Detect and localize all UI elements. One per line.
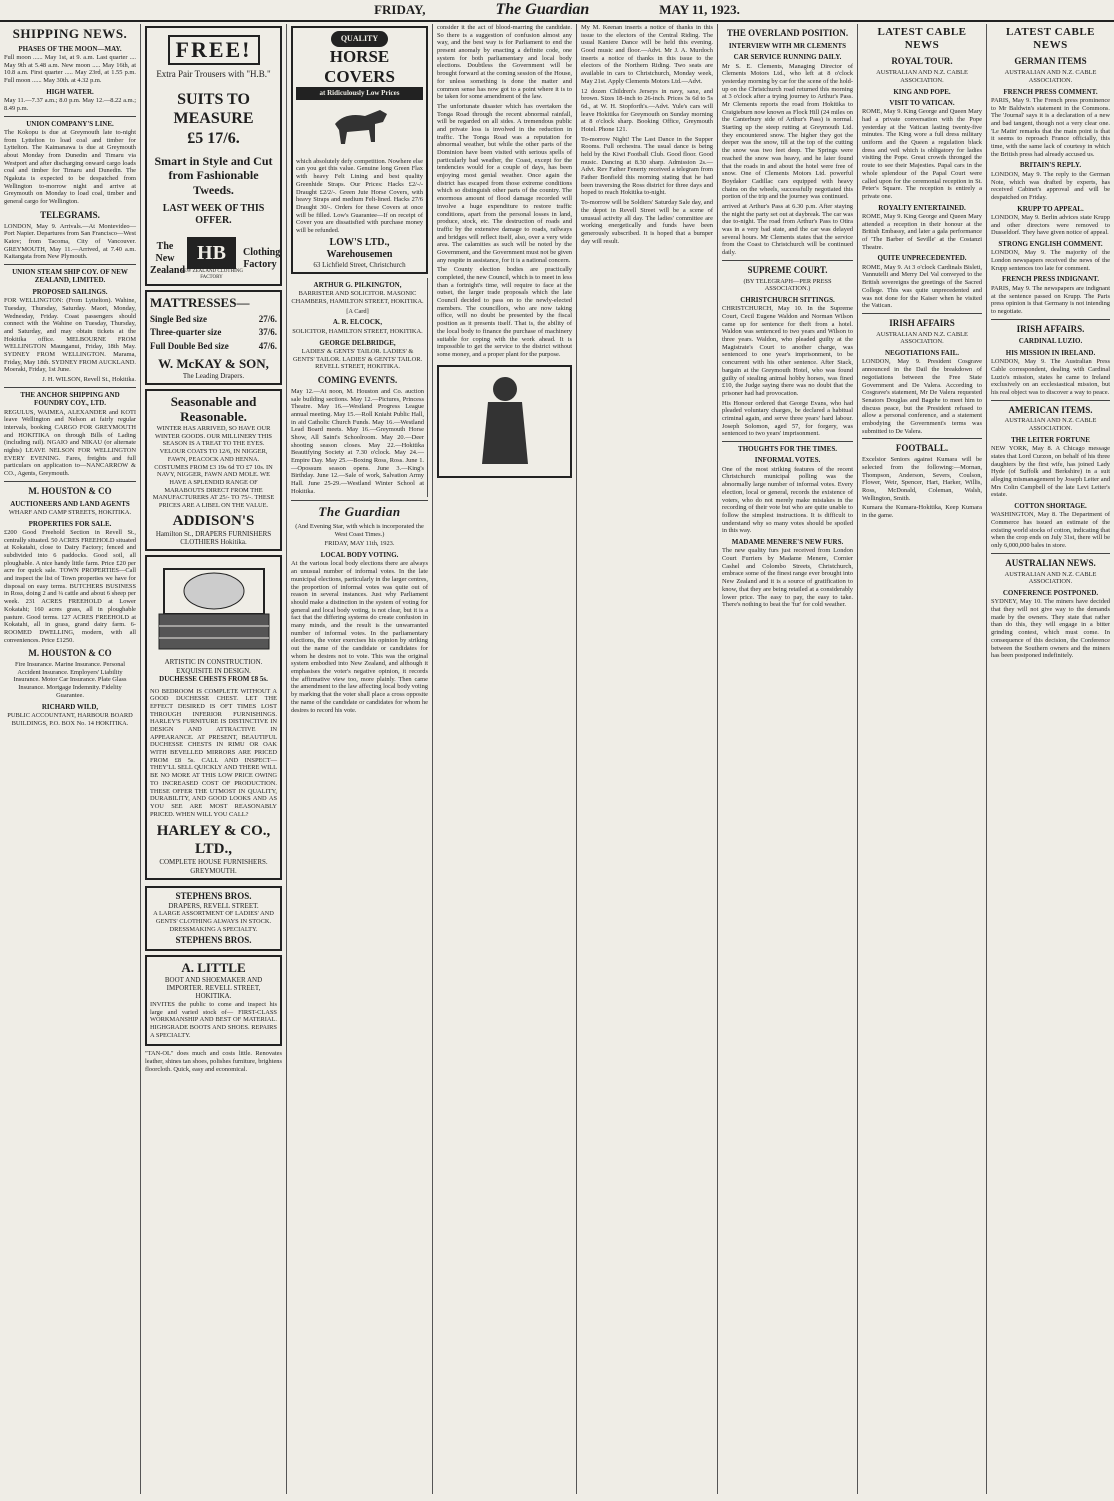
french-text: PARIS, May 9. The newspapers are indignant at the sentence passed on Krupp. The Paris press opinion is that Germany is not intending to negotiate. <box>991 284 1110 315</box>
wilson-signature: J. H. WILSON, Revell St., Hokitika. <box>42 376 136 384</box>
local-voting-heading: LOCAL BODY VOTING. <box>320 551 399 560</box>
harley-tagline: COMPLETE HOUSE FURNISHERS. GREYMOUTH. <box>159 858 268 875</box>
addison-ad <box>145 389 282 552</box>
royalty-text: ROME, May 9. King George and Queen Mary attended a reception in their honour at the British Embassy, and later a gala performance of 'The Barber of Seville' at the Costanzi Theatre. <box>862 212 982 251</box>
irish-affairs-heading: IRISH AFFAIRS <box>889 317 955 328</box>
stephens-name-footer: STEPHENS BROS. <box>175 935 252 946</box>
stephens-name: STEPHENS BROS. <box>175 891 252 902</box>
overland-continued: arrived at Arthur's Pass at 6.30 p.m. After staying the night the party set out at daybreak. The car was due to-night. The road from Arthur's Pass to Otira was in a very bad state, and the car was delayed several hours. Mr Clements states that the service from the Coast to Christchurch will be continued daily. <box>722 202 853 257</box>
horse-covers-subheading: at Ridiculously Low Prices <box>296 87 423 99</box>
anchor-heading: THE ANCHOR SHIPPING AND FOUNDRY COY., LTD. <box>20 390 120 408</box>
union-text: The Kokopu is due at Greymouth late to-night from Lyttelton to load coal and timber for Lyttelton. The Kaimanawa is due at Greymouth about Monday from Dunedin and Timaru via Westport and after discharging onward cargo loads coal and timber for Timaru and Dunedin. The Ngakuta is expected to be despatched from Wellington to-morrow night and arrive at Greymouth on Monday to load coal, timber and general cargo for Wellington. <box>4 128 136 206</box>
quality-label: QUALITY <box>331 31 388 47</box>
water-text: May 11.—7.37 a.m.; 8.0 p.m. May 12.—8.22 a.m.; 8.49 p.m. <box>4 97 136 112</box>
irish-affairs-heading-2: IRISH AFFAIRS. <box>1016 323 1085 334</box>
guardian-date: FRIDAY, MAY 11th, 1923. <box>324 540 395 548</box>
addison-tagline: Hamilton St., DRAPERS FURNISHERS CLOTHIERS Hokitika. <box>155 529 272 547</box>
masthead-paper-name: The Guardian <box>495 1 590 18</box>
shipping-heading: SHIPPING NEWS. <box>12 26 128 41</box>
houston-text: £200 Good Freehold Section in Revell St., centrally situated. 50 ACRES FREEHOLD situated at Kokatahi, close to Dairy Factory; fenced and subdivided into 6 paddocks. Good soil, all ploughable. A nice handy little farm. Price £20 per acre for quick sale. TOWN PROPERTIES—Call and inspect the list of Town properties we have for disposal on easy terms. BUTCHERS BUSINESS in Ross, doing 2 and ¼ cattle and about 6 sheep per week. 231 ACRES FREEHOLD at Lower Kokatahi; 160 acres grass, all in ploughable pasture. Good terms. 127 ACRES FREEHOLD at Kokatahi, all in grass, grand dairy farm. 6-ROOMED DWELLING, modern, with all conveniences. Price £1250. <box>4 528 136 644</box>
little-name: A. LITTLE <box>181 960 246 976</box>
mattress-row-label: Three-quarter size <box>150 327 222 338</box>
divider <box>991 319 1110 320</box>
mattress-heading: MATTRESSES— <box>150 294 250 310</box>
card-label: [A Card] <box>346 307 369 315</box>
addison-name: ADDISON'S <box>172 512 255 529</box>
divider <box>722 441 853 442</box>
cotton-text: WASHINGTON, May 8. The Department of Commerce has issued an estimate of the existing world stocks of cotton, indicating that when the crop ends on July 31st, there will be only 6,000,000 bales in store. <box>991 511 1110 550</box>
french-head: FRENCH PRESS INDIGNANT. <box>1002 275 1099 284</box>
menere-text: The new quality furs just received from London Court Furriers by Madame Menere, Cornier Cashel and Colombo Streets, Christchurch, embrace some of the finest range ever brought into New Zealand and it is a source of gratification to know, that they are being retailed at a considerably lower price. The easy to pay, the easy to take. There's nothing to beat the 'fur' for cold weather. <box>722 547 853 609</box>
overland-subheading: INTERVIEW WITH MR CLEMENTS <box>728 41 847 50</box>
sailings-text: FOR WELLINGTON: (From Lyttelton). Wahine, Tuesday, Thursday, Saturday. Maori, Monday, Wednesday, Friday. Coast passengers should connect with the Wahine on Tuesday, Thursday, and Saturday, and may obtain tickets at the Hokitika office. MELBOURNE FROM WELLINGTON Maunganui, Friday, 18th May. SYDNEY FROM WELLINGTON. Marama, Friday, May 18th. SYDNEY FROM AUCKLAND. Moeraki, Friday, 1st June. <box>4 297 136 374</box>
wild-text: PUBLIC ACCOUNTANT, HARBOUR BOARD BUILDINGS, P.O. BOX No. 14 HOKITIKA. <box>7 711 133 727</box>
mckay-tagline: The Leading Drapers. <box>182 371 245 380</box>
royal-head2: VISIT TO VATICAN. <box>889 98 955 107</box>
usscoy-heading: UNION STEAM SHIP COY. OF NEW ZEALAND, LIMITED. <box>12 268 128 285</box>
bedroom-text: NO BEDROOM IS COMPLETE WITHOUT A GOOD DUCHESSE CHEST. LET THE EFFECT DESIRED IS OFT TIMES LOST THROUGH INFERIOR FURNISHINGS. HARLEY'S FURNITURE IS DISTINCTIVE IN DESIGN AND ATTRACTIVE IN APPEARANCE. AT PRESENT, BEAUTIFUL DUCHESSE CHESTS IN RIMU OR OAK WITH BEVELLED MIRRORS ARE PRICED FROM £8 5s. CALL AND INSPECT—THEY'LL SELL QUICKLY AND THERE WILL BE NO MORE AT THIS LOW PRICE OWING TO INCREASED COST OF PRODUCTION. THESE OFFER THE UTMOST IN QUALITY, DURABILITY, AND GOOD LOOKS AND AS YOU SEE ARE MOST REASONABLY PRICED. WHEN WILL YOU CALL? <box>150 687 277 818</box>
german-text: PARIS, May 9. The French press prominence to Mr Baldwin's statement in the Commons. The 'Journal' says it is a declaration of a new and bad tangent, though not a very clear one. 'Le Matin' remarks that the main point is that it seems to reproach France officially, this time, with the same lack of courtesy in which the British press had already accused us. <box>991 96 1110 158</box>
duchesse-line2: EXQUISITE IN DESIGN. <box>176 666 251 675</box>
divider <box>722 260 853 261</box>
editorial-text3: The County election bodies are practically completed, the new Council, which is to meet in less than a fortnight's time, will require to face at the outset, the larger trade proposals which the late Council decided to pass on to the newly-elected members. The councillors, who are now taking office, will no doubt be presented by the fiscal position as it presents itself. That is, the ability of the local body to finance the purchase of machinery suitable for coping with the work ahead. It is impossible to get the service to the district without some money, and a proper plant for the purpose. <box>437 266 572 358</box>
pilkington-text: BARRISTER AND SOLICITOR. MASONIC CHAMBERS, HAMILTON STREET, HOKITIKA. <box>291 290 424 306</box>
mattress-row <box>150 314 277 325</box>
suits-line2: MEASURE <box>173 110 254 128</box>
coming-events-heading: COMING EVENTS. <box>317 375 398 386</box>
mattress-row-price: 27/6. <box>258 313 277 324</box>
mattress-row-price: 47/6. <box>258 341 277 352</box>
local-news-text3: To-morrow Night! The Last Dance in the Supper Rooms. Full orchestra. The usual dance is being held by the Kiwi Football Club. Good floor. Good music. Dancing at 8.30 sharp. Admission 2s.—Advt. Rev Father Fenerty received a telegram from Father Bonfield this morning stating that he had been traversing the Ross district for three days and hoped to reach Hokitika to-night. <box>581 135 713 197</box>
australian-subheading: AUSTRALIAN AND N.Z. CABLE ASSOCIATION. <box>1004 570 1097 586</box>
australian-heading: AUSTRALIAN NEWS. <box>1005 557 1096 568</box>
horse-illustration <box>325 104 395 154</box>
britain-head: BRITAIN'S REPLY. <box>1019 161 1082 170</box>
anchor-text: REGULUS, WAIMEA, ALEXANDER and KOTI leave Wellington and Nelson at fairly regular intervals, booking CARGO FOR GREYMOUTH and HOKITIKA on through Bills of Lading (including rail). NGAIO and NIKAU (or alternate nights) LEAVE NELSON FOR WELLINGTON EVERY EVENING. Fares, freights and full particulars on application to—NANCARROW & CO., Agents, Greymouth. <box>4 408 136 478</box>
elcock-name: A. R. ELCOCK, <box>332 318 383 327</box>
mckay-name: W. McKAY & SON, <box>158 355 269 371</box>
editorial-text2: The unfortunate disaster which has overtaken the Tonga Road through the recent abnormal rainfall, will be regarded on all sides. A tremendous public and private loss is involved in the reduction in traffic. The Tonga Road was a reputation for abnormal weather, but while the other parts of the Dominion have been visited with serious spells of particularly bad weather, the Coast, except for the tendencies would for a couple of days, has been enjoying most genial weather. Once again the district has escaped from those extreme conditions which so distinguish other parts of the country. The enormous amount of flood damage recorded will involve a huge expenditure to restore traffic conditions, apart from the personal losses in land, produce, stock, etc. The destruction of roads and traffic by the extensive damage to roads, railways and bridges will reflect itself, also, over a very wide area. The calamities as such will be noted by the Government, and the Government must not be given any respite in assistance, for it is a national concern. <box>437 102 572 264</box>
free-heading: FREE! <box>168 35 260 65</box>
delbridge-text: LADIES' & GENTS' TAILOR. LADIES' & GENTS' TAILOR. LADIES' & GENTS' TAILOR. REVELL STREET, HOKITIKA. <box>292 347 423 371</box>
duchesse-chest-illustration <box>154 564 274 654</box>
roys-coat-illustration <box>470 374 540 469</box>
mattress-row <box>150 327 277 338</box>
seasonable-heading: Seasonable and Reasonable. <box>170 393 257 425</box>
royal-tour-subheading: AUSTRALIAN AND N.Z. CABLE ASSOCIATION. <box>876 69 968 84</box>
stephens-subheading: DRAPERS, REVELL STREET. <box>168 901 259 910</box>
hb-clothing-ad <box>145 26 282 286</box>
divider <box>862 438 982 439</box>
column-royal-tour <box>858 24 987 1494</box>
suits-text: Smart in Style and Cut from Fashionable Tweeds. <box>154 153 273 197</box>
hb-badge: NEW ZEALAND CLOTHING FACTORY <box>180 268 243 280</box>
christchurch-text2: His Honour ordered that George Evans, who had pleaded voluntary charges, be declared a habitual criminal again, and serve three years' hard labour. Joseph Solomon, aged 57, for forgery, was sentenced to two years' imprisonment. <box>722 399 853 438</box>
duchesse-line3: DUCHESSE CHESTS FROM £8 5s. <box>159 675 268 684</box>
latest-cable-heading: LATEST CABLE NEWS <box>877 26 967 52</box>
hb-right-text: Clothing Factory <box>243 246 281 270</box>
krupp-text: LONDON, May 9. Berlin advices state Krupp and other directors were removed to Dusseldorf. They have given notice of appeal. <box>991 213 1110 237</box>
houston-address: WHARF AND CAMP STREETS, HOKITIKA. <box>8 508 132 516</box>
moon-text: Full moon ...... May 1st, at 9. a.m. Last quarter .... May 9th at 5.48 a.m. New moon ..... May 16th, at 10.8 a.m. First quarter ..... May 23rd, at 1.55 p.m. Full moon ...... May 30th. at 4.32 p.m. <box>4 53 136 85</box>
houston-subheading: AUCTIONEERS AND LAND AGENTS <box>10 499 130 508</box>
pilkington-name: ARTHUR G. PILKINGTON, <box>313 281 402 290</box>
divider <box>4 116 136 117</box>
irish-text-2: LONDON, May 9. The Australian Press Cable correspondent, dealing with Cardinal Luzio's mission, states he came to Ireland exclusively on an ecclesiastical mission, but his real object was to discover a way to peace. <box>991 358 1110 396</box>
menere-heading: MADAME MENERE'S NEW FURS. <box>731 537 844 546</box>
christchurch-heading: CHRISTCHURCH SITTINGS. <box>740 295 835 304</box>
german-head: FRENCH PRESS COMMENT. <box>1003 87 1098 96</box>
krupp-head: KRUPP TO APPEAL. <box>1017 204 1084 213</box>
union-heading: UNION COMPANY'S LINE. <box>26 119 114 128</box>
insurance-text: Fire Insurance. Marine Insurance. Personal Accident Insurance. Employers' Liability Insurance. Motor Car Insurance. Plate Glass Insurance. Mortgage Indemnity. Fidelity Guarantee. <box>13 661 127 699</box>
column-editorial <box>433 24 577 1494</box>
harley-ad <box>145 555 282 880</box>
free-subheading: Extra Pair Trousers with "H.B." <box>156 69 271 80</box>
masthead <box>0 0 1114 22</box>
divider <box>4 264 136 265</box>
local-news-text: My M. Keenan inserts a notice of thanks in this issue to the electors of the Central Riding. The usual Kaniere Dance will be held this evening. Good music and floor.—Advt. Mr J. A. Murdoch inserts a notice of thanks in this issue to the electors of the Northern Riding. Two seats are available in cars to Christchurch, Monday week, May 21st. Apply Clements Motors Ltd.—Advt. <box>581 24 713 85</box>
column-foreign-news <box>987 24 1114 1494</box>
mattress-row-label: Single Bed size <box>150 313 208 324</box>
supreme-court-heading: SUPREME COURT. <box>747 264 828 275</box>
stephens-text: A LARGE ASSORTMENT OF LADIES' AND GENTS' CLOTHING ALWAYS IN STOCK. DRESSMAKING A SPECIALTY. <box>153 910 274 933</box>
strong-head: STRONG ENGLISH COMMENT. <box>998 240 1103 249</box>
thoughts-heading: THOUGHTS FOR THE TIMES. <box>738 445 837 454</box>
guardian-subheading: (And Evening Star, with which is incorporated the West Coast Times.) <box>295 523 424 538</box>
coming-events-text: May 12.—At noon, M. Houston and Co. auction sale building sections. May 12.—Pictures, Princess Theatre. May 16.—Westland Progress League annual meeting. May 15.—Roll Kniaht Public Hall, in aid Catholic Church Funds. May 16.—Westland Lead Board meets. May 16.—Greymouth Horse Show, All Saint's Schoolroom. May 20.—Deer shooting season closes. May 22.—Hokitika Beautifying Society at 7.30 o'clock. May 24.—Empire Day. May 25.—Boxing Ross, Ross. June 1.—Opossum season opens. June 3.—King's Birthday. June 12.—Sale of work, Salvation Army Hall. June 25-29.—Westland Winter School at Hokitika. <box>291 387 424 495</box>
duchesse-line1: ARTISTIC IN CONSTRUCTION. <box>164 658 263 667</box>
seasonable-text: WINTER HAS ARRIVED, SO HAVE OUR WINTER GOODS. OUR MILLINERY THIS SEASON IS A TREAT TO THE EYES. VELOUR COATS TO 12/6, IN NIGGER, FAWN, PEACOCK AND HENNA. COSTUMES FROM £3 19s 6d TO £7 10s. IN NAVY, NIGGER, FAWN AND MOLE. WE HAVE A SPLENDID RANGE OF MARABOUTS DIRECT FROM THE MANUFACTURERS AT 25/- TO 75/-. THESE PRICES ARE A LIBEL ON THE VALUE. <box>152 425 275 509</box>
column-overland-supreme <box>718 24 858 1494</box>
quite-heading: QUITE UNPRECEDENTED. <box>877 254 967 263</box>
football-text: Excelsior Seniors against Kumara will be selected from the following:—Mornan, Thompson, Anderson, Severs, Coulson, Flower, Weir, Spencer, Hart, Harker, Willis, Ross, McDonald, Coleman, Walsh, Wellington, Smith. <box>862 456 982 502</box>
mattress-row <box>150 341 277 352</box>
royal-head: KING AND POPE. <box>893 87 951 96</box>
divider <box>4 481 136 482</box>
football-heading: FOOTBALL. <box>895 443 949 454</box>
quite-text: ROME, May 9. At 3 o'clock Cardinals Bisleti, Vannutelli and Merry Del Val conveyed to the British sovereigns the greetings of the Sacred College. This was quite unprecedented and was not done for the Kaiser when he visited the Vatican. <box>862 263 982 310</box>
editorial-text: consider it the act of blood-marring the candidate. So there is a suggestion of confusion almost any way, and the best way is for Parliament to end the present anomaly by enacting a definite code, one system for both parliamentary and local body elections. Doubtless the Government will be brought forward at the coming session of the House, for unless something is done the matter and common sense has now got to a point where it is to be taken for some amendment of the law. <box>437 24 572 101</box>
horse-covers-text: which absolutely defy competition. Nowhere else can you get this value. Genuine long Green Flax with heavy Felt Lining and best quality Greenhide Straps. Our Prices: Hacks £2/-/- Draught £2/2/-. Green Jute Horse Covers, with heavy Straps and medium Felt-lined. Hacks 27/6 Draught 30/-. Orders for these Covers at once will be filled. Low's Guarantee—If on receipt of Cover you are dissatisfied with purchase money will be refunded. <box>296 157 423 234</box>
supreme-court-subheading: (BY TELEGRAPH—PER PRESS ASSOCIATION.) <box>743 277 832 293</box>
irish-head: NEGOTIATIONS FAIL. <box>884 349 960 358</box>
little-ad <box>145 955 282 1046</box>
mattress-row-label: Full Double Bed size <box>150 341 229 352</box>
houston2-heading: M. HOUSTON & CO <box>28 648 112 659</box>
column-advertisements <box>141 24 287 1494</box>
local-voting-text: At the various local body elections there are always an unusual number of informal votes. In the late municipal elections, particularly in the larger centres, the proportion of informal votes was quite out of reason in several instances. Just why Parliament should make a distinction in the system of voting for general and local body voting, is not clear, but it is a fact that the differing systems do create confusion in many minds, and the result is the unwarranted number of informal votes. In the parliamentary elections, the voter exercises his opinion by striking out the name of the candidate or candidates for whom he desires not to vote. This was the original system embodied into New Zealand, and although it emphasises the voter's negative opinion, it records the affirmative view too, more plainly. Then came the amendment to the law affecting local body voting by marking that the voter shall place a cross opposite the name of the candidate or candidates for whom he desires to record his vote. <box>291 560 428 714</box>
local-news-text4: To-morrow will be Soldiers' Saturday Sale day, and the depot in Revell Street will be a scene of unusual activity all day. The ladies' committee are working energetically and funds have been generously subscribed. It is hoped that a bumper day will result. <box>581 199 713 245</box>
irish-text: LONDON, May 9. President Cosgrave announced in the Dail the breakdown of negotiations between the Free State Government and De Valera. According to Cosgrave's statement, Mr De Valera requested Senators Douglas and Bagehe to meet him to discuss peace, but the President refused to allow a personal conference, and a statement embodying the Government's terms was submitted to De Valera. <box>862 358 982 435</box>
divider <box>4 387 136 388</box>
lows-name: LOW'S LTD., Warehousemen <box>326 236 393 260</box>
water-heading: HIGH WATER. <box>46 87 94 96</box>
last-week-text: LAST WEEK OF THIS OFFER. <box>162 202 265 226</box>
german-subheading: AUSTRALIAN AND N.Z. CABLE ASSOCIATION. <box>1004 69 1097 84</box>
tanol-text: "TAN-OL" does much and costs little. Renovates leather, shines tan shoes, polishes furniture, brightens floorcloth. Quick, easy and economical. <box>145 1050 282 1073</box>
royal-tour-heading: ROYAL TOUR. <box>891 56 953 67</box>
royal-text: ROME, May 9. King George and Queen Mary had a private conversation with the Pope yesterday at the Vatican lasting twenty-five minutes. The King wore a full dress military uniform and the Queen a regulation black dress and veil which is obligatory for ladies visiting the Pope. Great crowds thronged the route to see their Majesties. Papal cars in the whole splendour of the Papal Court were called upon for the ceremonial reception in St. Peter's Square. The reception is entirely a private one. <box>862 108 982 200</box>
telegrams-heading: TELEGRAMS. <box>40 209 100 220</box>
horse-covers-ad <box>291 26 428 274</box>
little-text: INVITES the public to come and inspect his large and varied stock of— FIRST-CLASS WORKMANSHIP AND BEST OF MATERIAL. HIGHGRADE BOOTS AND SHOES. REPAIRS A SPECIALTY. <box>150 1000 277 1039</box>
kumara-text: Kumara the Kumara-Hokitika, Keep Kumara in the game. <box>862 504 982 519</box>
elcock-text: SOLICITOR, HAMILTON STREET, HOKITIKA. <box>292 327 423 335</box>
mattress-row-price: 37/6. <box>258 327 277 338</box>
strong-text: LONDON, May 9. The majority of the London newspapers received the news of the Krupp sentences too late for comment. <box>991 249 1110 272</box>
lows-address: 63 Lichfield Street, Christchurch <box>313 260 406 269</box>
little-subheading: BOOT AND SHOEMAKER AND IMPORTER. REVELL STREET, HOKITIKA. <box>164 975 263 1001</box>
stephens-ad <box>145 886 282 951</box>
irish-head-2: CARDINAL LUZIO. <box>1018 337 1083 346</box>
australian-head: CONFERENCE POSTPONED. <box>1002 589 1099 598</box>
column-horse-covers-guardian <box>287 24 433 1494</box>
latest-cable-heading-2: LATEST CABLE NEWS <box>1005 26 1096 52</box>
delbridge-name: GEORGE DELBRIDGE, <box>319 338 396 347</box>
stopforth-ad <box>437 365 572 478</box>
christchurch-text: CHRISTCHURCH, May 10. In the Supreme Court, Cecil Eugene Waldon and Norman Wilson came up for sentence for theft from a hotel. Waldon was sentenced to two years and Wilson to three years. Waldon, who pleaded guilty at the Magistrate's Court to another charge, was sentenced to one year's imprisonment, to be concurrent with his other sentence. After Stack, bargain at the Greymouth Hotel, who was found guilty of stealing animal hobby horses, was fined £10, the Judge saying there was no doubt that the prisoner had had provocation. <box>722 305 853 397</box>
irish-affairs-subheading: AUSTRALIAN AND N.Z. CABLE ASSOCIATION. <box>876 330 968 346</box>
guardian-heading: The Guardian <box>318 504 401 520</box>
divider <box>991 400 1110 401</box>
mattress-ad <box>145 290 282 385</box>
divider <box>291 500 428 501</box>
moon-heading: PHASES OF THE MOON—MAY. <box>18 44 122 53</box>
overland-subheading2: CAR SERVICE RUNNING DAILY. <box>733 53 842 62</box>
thoughts-text: One of the most striking features of the recent Christchurch municipal polling was the abnormally large number of informal votes. Every election, local or general, records the existence of voters, who do not merely make mistakes in the recording of their vote but who are quite unable to follow the simplest instructions. It is difficult to understand why so many votes should be spoiled in this way. <box>722 465 853 535</box>
american-subheading: AUSTRALIAN AND N.Z. CABLE ASSOCIATION. <box>1004 417 1097 433</box>
thoughts-subheading: INFORMAL VOTES. <box>754 456 821 465</box>
divider <box>862 313 982 314</box>
american-heading: AMERICAN ITEMS. <box>1008 404 1093 415</box>
australian-text: SYDNEY, May 10. The miners have decided that they will not give way to the demands made by the owners. They state that rather than do this, they will engage in a bitter grinding contest, which must come. In consequence of this decision, the Conference between the Southern owners and the miners has been postponed indefinitely. <box>991 598 1110 660</box>
britain-text: LONDON, May 9. The reply to the German Note, which was drafted by experts, has received Cabinet's approval and will be despatched on Friday. <box>991 170 1110 201</box>
american-head: THE LEITER FORTUNE <box>1011 435 1090 444</box>
cotton-head: COTTON SHORTAGE. <box>1014 502 1087 511</box>
overland-heading: THE OVERLAND POSITION. <box>726 28 849 38</box>
hb-left-text: The New Zealand <box>150 240 186 276</box>
german-heading: GERMAN ITEMS <box>1014 56 1087 67</box>
harley-name: HARLEY & CO., LTD., <box>156 823 271 858</box>
masthead-day: FRIDAY, <box>374 2 426 17</box>
divider <box>991 553 1110 554</box>
wild-heading: RICHARD WILD, <box>41 702 99 711</box>
royalty-heading: ROYALTY ENTERTAINED. <box>878 203 966 212</box>
horse-covers-heading: HORSE COVERS <box>324 46 395 86</box>
column-local-news <box>577 24 718 1494</box>
hb-logo: HB <box>187 237 236 269</box>
suits-price: £5 17/6. <box>187 129 240 147</box>
local-news-text2: 12 dozen Children's Jerseys in navy, saxe, and brown. Sizes 18-inch to 26-inch. Prices 3s 6d to 5s 6d., at W. H. Stopforth's.—Advt. Yule's cars will leave Hokitika for Greymouth on Sunday morning at 8 o'clock sharp. Booking Office, Greymouth Hotel. Phone 121. <box>581 87 713 133</box>
sailings-heading: PROPOSED SAILINGS. <box>32 287 108 296</box>
overland-text: Mr S. E. Clements, Managing Director of Clements Motors Ltd., who left at 8 o'clock yesterday morning by car for the scene of the hold-up on the Christchurch road returned this morning at 3 o'clock after a trying journey to Arthur's Pass. Mr Clements reports the road from Hokitika to Craigieburn now known as Flock Hill (24 miles on the Canterbury side of Arthur's Pass) is normal. Starting up the steep rutting at Greymouth Ltd. they encountered snow. The higher they got the deeper was the snow, till at the top of the cutting the snow was two feet deep. The Springs were reached the snow was heavy, and he later found that the roads in and about the hotel were free of snow. One of Clements Motors Ltd. powerful Boydaker Cadillac cars equipped with heavy chains on the wheels, successfully negotiated this portion of the trip and the journey was continued. <box>722 62 853 201</box>
houston-properties: PROPERTIES FOR SALE. <box>28 519 112 528</box>
houston-heading: M. HOUSTON & CO <box>28 485 112 496</box>
suits-line1: SUITS TO <box>177 91 250 109</box>
american-text: NEW YORK, May 8. A Chicago message states that Lord Curzon, on behalf of his three daughters by the first wife, has joined Lady Hyde (of Suffolk and Berkshire) in a suit alleging mismanagement by Joseph Leiter and Mrs Colin Campbell of the late Levi Leiter's estate. <box>991 445 1110 499</box>
column-shipping <box>0 24 141 1494</box>
masthead-date: MAY 11, 1923. <box>659 2 740 17</box>
telegrams-text: LONDON, May 9. Arrivals.—At Montevideo—Port Napier. Departures from San Francisco—West Katov; from Tacoma, City of Vancouver. GREYMOUTH, May 11.—Arrived, at 7.40 a.m. Kaitangata from New Plymouth. <box>4 222 136 261</box>
irish-head2-2: HIS MISSION IN IRELAND. <box>1005 348 1096 357</box>
